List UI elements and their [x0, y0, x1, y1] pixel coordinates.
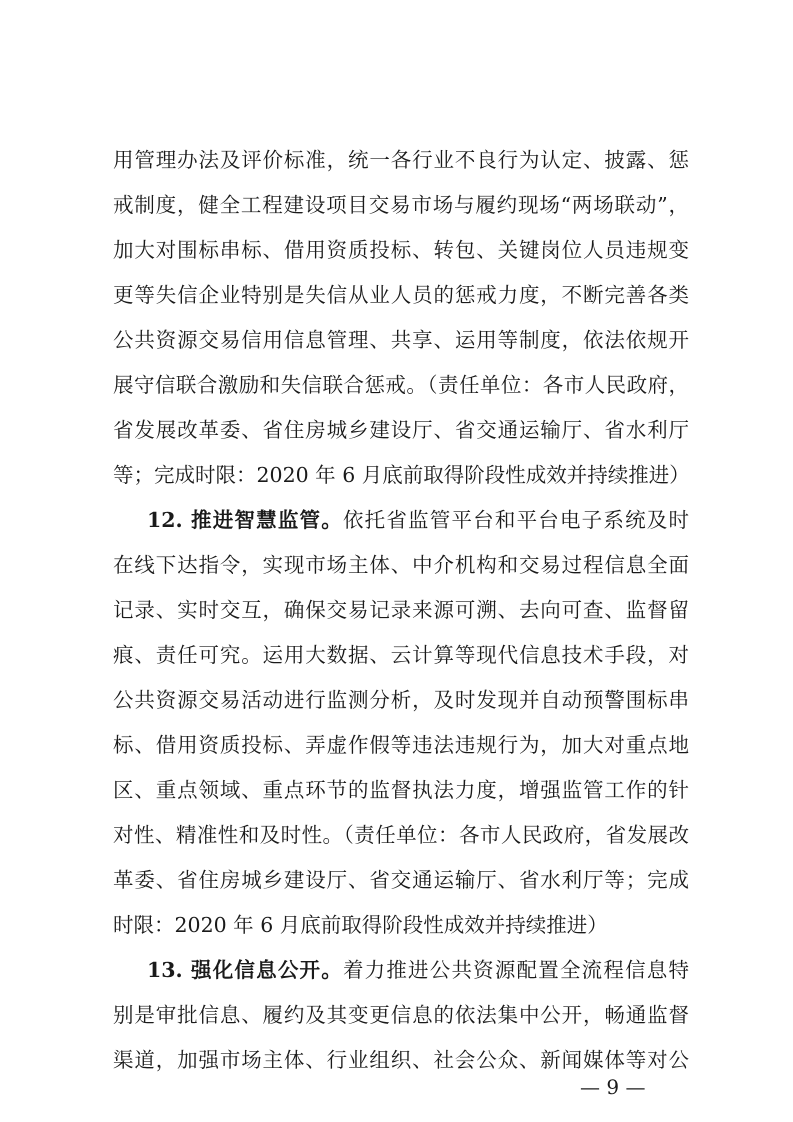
- item-13-first-line-text: 着力推进公共资源配置全流程信息特: [342, 958, 689, 982]
- item-12-first-line-text: 依托省监管平台和平台电子系统及时: [342, 508, 689, 532]
- paragraph-line: 更等失信企业特别是失信从业人员的惩戒力度，不断完善各类: [113, 283, 689, 307]
- paragraph-line: 等；完成时限：2020 年 6 月底前取得阶段性成效并持续推进）: [113, 463, 690, 487]
- item-12-first-line: [147, 498, 689, 542]
- paragraph-line: 对性、精准性和及时性。（责任单位：各市人民政府，省发展改: [113, 823, 689, 847]
- paragraph-line: 公共资源交易信用信息管理、共享、运用等制度，依法依规开: [113, 328, 689, 352]
- paragraph-line: 标、借用资质投标、弄虚作假等违法违规行为，加大对重点地: [113, 733, 689, 757]
- page-number: — 9 —: [580, 1075, 646, 1099]
- paragraph-line: 时限：2020 年 6 月底前取得阶段性成效并持续推进）: [113, 913, 608, 937]
- paragraph-line: 区、重点领域、重点环节的监督执法力度，增强监管工作的针: [113, 778, 689, 802]
- paragraph-line: 用管理办法及评价标准，统一各行业不良行为认定、披露、惩: [113, 148, 689, 172]
- paragraph-line: 省发展改革委、省住房城乡建设厅、省交通运输厅、省水利厅: [113, 418, 689, 442]
- item-12-heading: 12. 推进智慧监管。: [147, 508, 343, 532]
- paragraph-line: 戒制度，健全工程建设项目交易市场与履约现场“两场联动”，: [113, 193, 689, 217]
- paragraph-line: 记录、实时交互，确保交易记录来源可溯、去向可查、监督留: [113, 598, 689, 622]
- item-13-heading: 13. 强化信息公开。: [147, 958, 343, 982]
- paragraph-line: 别是审批信息、履约及其变更信息的依法集中公开，畅通监督: [113, 1003, 689, 1027]
- paragraph-line: 加大对围标串标、借用资质投标、转包、关键岗位人员违规变: [113, 238, 689, 262]
- paragraph-line: 展守信联合激励和失信联合惩戒。（责任单位：各市人民政府，: [113, 373, 689, 397]
- paragraph-line: 痕、责任可究。运用大数据、云计算等现代信息技术手段，对: [113, 643, 689, 667]
- paragraph-line: 革委、省住房城乡建设厅、省交通运输厅、省水利厅等；完成: [113, 868, 689, 892]
- paragraph-line: 在线下达指令，实现市场主体、中介机构和交易过程信息全面: [113, 553, 689, 577]
- item-13-first-line: [147, 948, 689, 992]
- paragraph-line: 渠道，加强市场主体、行业组织、社会公众、新闻媒体等对公: [113, 1048, 689, 1072]
- paragraph-line: 公共资源交易活动进行监测分析，及时发现并自动预警围标串: [113, 688, 689, 712]
